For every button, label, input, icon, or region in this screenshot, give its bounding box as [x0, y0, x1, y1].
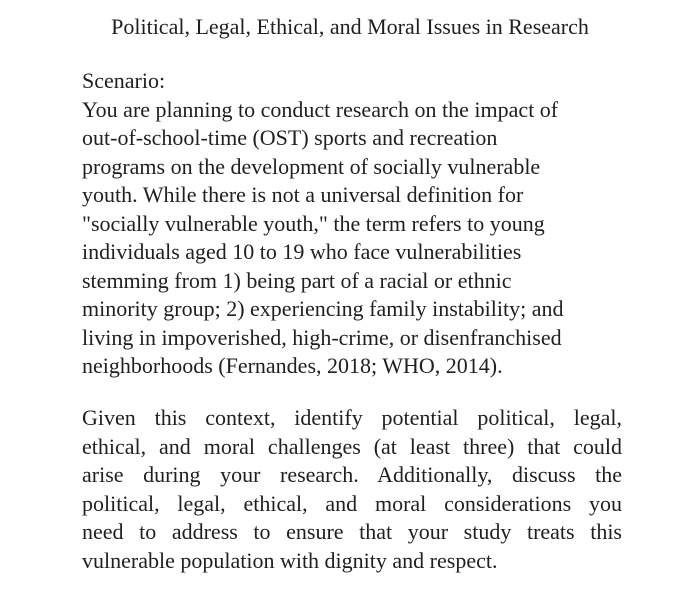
scenario-line: programs on the development of socially vulnerable — [82, 153, 541, 179]
scenario-line: living in impoverished, high-crime, or disenfranchised — [82, 324, 562, 350]
scenario-line: "socially vulnerable youth," the term refers to young — [82, 210, 545, 236]
question-line: vulnerable population with dignity and respect. — [82, 547, 498, 573]
scenario-line: out-of-school-time (OST) sports and recreation — [82, 125, 498, 150]
document-title: Political, Legal, Ethical, and Moral Issues in Research — [111, 14, 589, 39]
question-line: ethical, and moral challenges (at least three) that could — [82, 433, 622, 459]
question-line: need to address to ensure that your study treats this — [82, 519, 622, 544]
scenario-heading: Scenario: — [82, 68, 166, 93]
scenario-line: You are planning to conduct research on the impact of — [82, 96, 559, 122]
scenario-line: minority group; 2) experiencing family instability; and — [82, 296, 564, 321]
question-paragraph — [82, 404, 622, 575]
scenario-line: stemming from 1) being part of a racial or ethnic — [82, 267, 512, 293]
question-line: Given this context, identify potential political, legal, — [82, 405, 622, 430]
question-line: political, legal, ethical, and moral considerations you — [82, 490, 622, 516]
scenario-line: individuals aged 10 to 19 who face vulnerabilities — [82, 239, 522, 264]
question-line: arise during your research. Additionally, discuss the — [82, 462, 622, 487]
scenario-section — [82, 67, 622, 381]
scenario-line: neighborhoods (Fernandes, 2018; WHO, 2014). — [82, 353, 503, 378]
scenario-line: youth. While there is not a universal definition for — [82, 182, 524, 207]
